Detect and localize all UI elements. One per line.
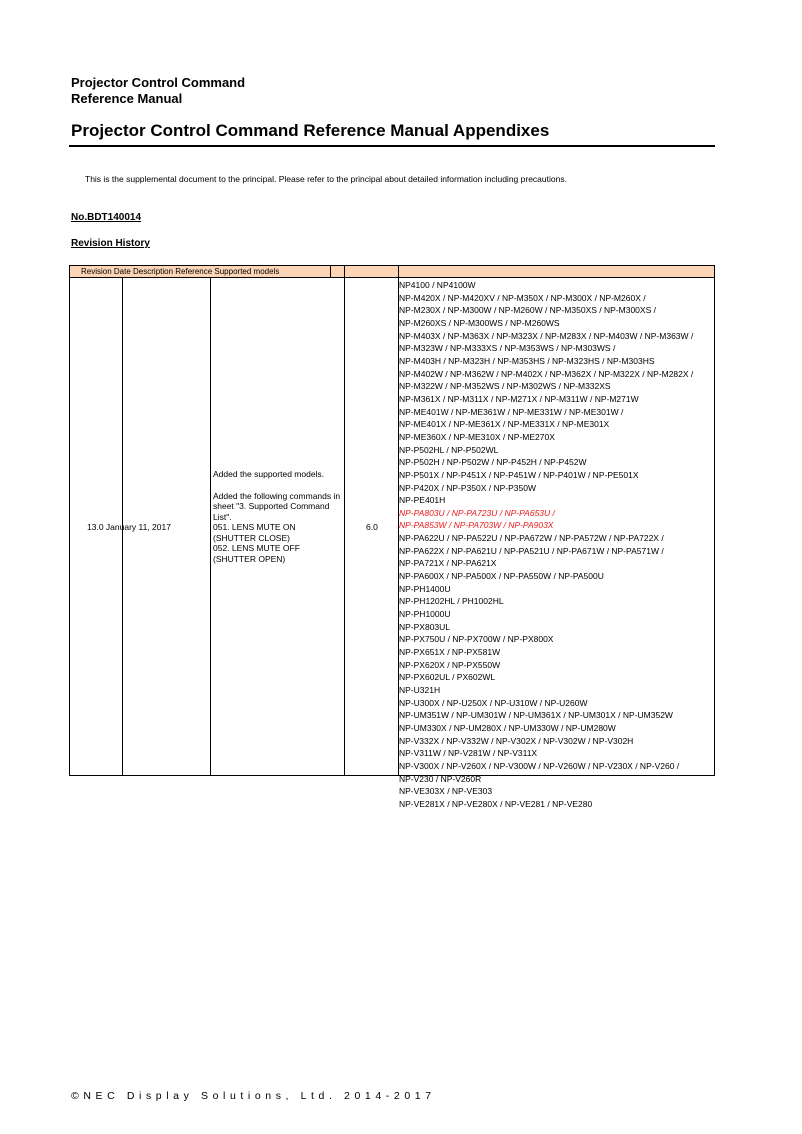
description-line: List". — [213, 511, 232, 522]
model-line: NP-PE401H — [399, 495, 446, 506]
revision-date-cell: 13.0 January 11, 2017 — [87, 522, 171, 532]
model-line: NP-M323W / NP-M333XS / NP-M353WS / NP-M303WS / — [399, 343, 616, 354]
header-divider — [398, 265, 399, 278]
model-line: NP-UM351W / NP-UM301W / NP-UM361X / NP-UM301X / NP-UM352W — [399, 710, 673, 721]
model-line: NP-VE281X / NP-VE280X / NP-VE281 / NP-VE280 — [399, 798, 593, 809]
model-line: NP-M230X / NP-M300W / NP-M260W / NP-M350XS / NP-M300XS / — [399, 305, 656, 316]
model-line: NP-PA622U / NP-PA522U / NP-PA672W / NP-PA572W / NP-PA722X / — [399, 533, 664, 544]
description-line: (SHUTTER CLOSE) — [213, 532, 290, 543]
header-divider — [330, 265, 331, 278]
model-line: NP4100 / NP4100W — [399, 280, 476, 290]
model-line: NP-M403H / NP-M323H / NP-M353HS / NP-M323HS / NP-M303HS — [399, 355, 655, 366]
model-line: NP-PA600X / NP-PA500X / NP-PA550W / NP-PA500U — [399, 571, 604, 582]
model-line: NP-M402W / NP-M362W / NP-M402X / NP-M362X / NP-M322X / NP-M282X / — [399, 368, 694, 379]
table-header-row — [69, 265, 715, 278]
model-line: NP-M361X / NP-M311X / NP-M271X / NP-M311W / NP-M271W — [399, 393, 639, 404]
copyright-footer: ©NEC Display Solutions, Ltd. 2014-2017 — [71, 1090, 436, 1102]
table-header-text: Revision Date Description Reference Supported models — [81, 267, 280, 276]
revision-history-heading: Revision History — [71, 238, 150, 249]
model-line: NP-P502H / NP-P502W / NP-P452H / NP-P452W — [399, 457, 587, 468]
model-line: NP-PA803U / NP-PA723U / NP-PA653U / — [399, 507, 555, 518]
title-underline — [69, 145, 715, 147]
page-title: Projector Control Command Reference Manual Appendixes — [71, 121, 550, 140]
model-line: NP-PX750U / NP-PX700W / NP-PX800X — [399, 634, 554, 645]
header-line-2: Reference Manual — [71, 91, 183, 106]
model-line: NP-U300X / NP-U250X / NP-U310W / NP-U260W — [399, 697, 588, 708]
column-divider — [210, 278, 211, 776]
model-line: NP-ME401X / NP-ME361X / NP-ME331X / NP-ME301X — [399, 419, 610, 430]
model-line: NP-PA853W / NP-PA703W / NP-PA903X — [399, 520, 554, 531]
model-line: NP-PX620X / NP-PX550W — [399, 659, 501, 670]
model-line: NP-V311W / NP-V281W / NP-V311X — [399, 748, 538, 759]
model-line: NP-V230 / NP-V260R — [399, 773, 482, 784]
description-line: (SHUTTER OPEN) — [213, 553, 286, 564]
model-line: NP-P502HL / NP-P502WL — [399, 444, 499, 455]
model-line: NP-PX651X / NP-PX581W — [399, 647, 501, 658]
model-line: NP-PH1400U — [399, 583, 451, 594]
model-line: NP-VE303X / NP-VE303 — [399, 786, 493, 797]
supplemental-note: This is the supplemental document to the principal. Please refer to the principal about detailed information including precautions. — [85, 174, 567, 184]
model-line: NP-U321H — [399, 685, 441, 695]
description-line: 052. LENS MUTE OFF — [213, 543, 300, 553]
supported-models-cell — [399, 279, 693, 811]
model-line: NP-PA622X / NP-PA621U / NP-PA521U / NP-PA671W / NP-PA571W / — [399, 545, 664, 556]
model-line: NP-V300X / NP-V260X / NP-V300W / NP-V260W / NP-V230X / NP-V260 / — [399, 760, 680, 771]
description-line: Added the following commands in — [213, 490, 341, 501]
model-line: NP-P501X / NP-P451X / NP-P451W / NP-P401W / NP-PE501X — [399, 469, 639, 480]
model-line: NP-PX602UL / PX602WL — [399, 672, 496, 683]
model-line: NP-PA721X / NP-PA621X — [399, 558, 497, 569]
description-spacer — [213, 480, 349, 491]
model-line: NP-ME360X / NP-ME310X / NP-ME270X — [399, 431, 555, 442]
model-line: NP-PH1000U — [399, 609, 451, 620]
model-line: NP-M420X / NP-M420XV / NP-M350X / NP-M300X / NP-M260X / — [399, 292, 646, 303]
header-line-1: Projector Control Command — [71, 75, 246, 90]
model-line: NP-M403X / NP-M363X / NP-M323X / NP-M283X / NP-M403W / NP-M363W / — [399, 330, 694, 341]
model-line: NP-M322W / NP-M352WS / NP-M302WS / NP-M332XS — [399, 381, 611, 392]
model-line: NP-PH1202HL / PH1002HL — [399, 596, 504, 607]
header-divider — [344, 265, 345, 278]
description-line: Added the supported models. — [213, 469, 325, 479]
model-line: NP-ME401W / NP-ME361W / NP-ME331W / NP-ME301W / — [399, 406, 624, 417]
description-line: sheet "3. Supported Command — [213, 501, 330, 511]
description-cell — [213, 469, 349, 564]
model-line: NP-UM330X / NP-UM280X / NP-UM330W / NP-UM280W — [399, 722, 616, 733]
reference-cell: 6.0 — [366, 522, 378, 532]
description-line: 051. LENS MUTE ON — [213, 522, 296, 532]
model-line: NP-V332X / NP-V332W / NP-V302X / NP-V302W / NP-V302H — [399, 735, 634, 746]
document-number: No.BDT140014 — [71, 212, 142, 223]
model-line: NP-M260XS / NP-M300WS / NP-M260WS — [399, 317, 560, 328]
model-line: NP-P420X / NP-P350X / NP-P350W — [399, 482, 537, 493]
model-line: NP-PX803UL — [399, 621, 451, 632]
revision-table — [69, 265, 715, 809]
